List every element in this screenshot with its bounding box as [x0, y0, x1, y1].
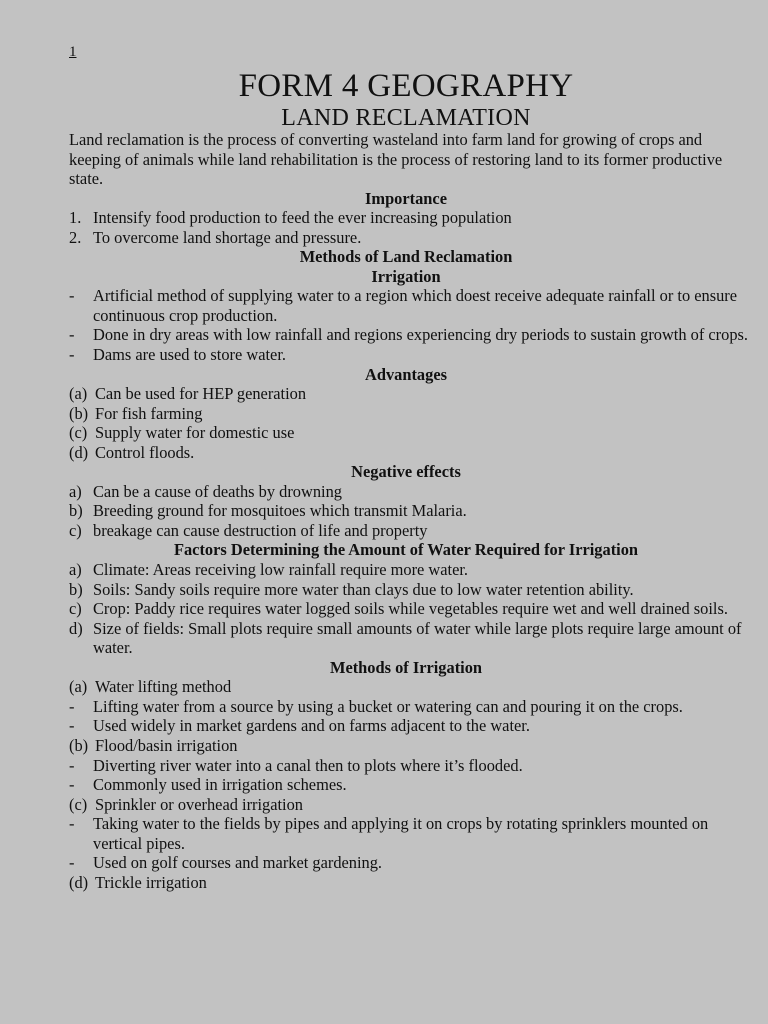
list-item	[69, 286, 749, 325]
list-text: Commonly used in irrigation schemes.	[93, 775, 347, 795]
list-text: Climate: Areas receiving low rainfall require more water.	[93, 560, 469, 580]
list-marker: (c)	[69, 423, 88, 443]
list-text: Control floods.	[95, 442, 195, 462]
list-item	[69, 384, 749, 404]
list-item	[69, 716, 749, 736]
list-marker: (b)	[69, 403, 89, 423]
list-text: Lifting water from a source by using a bucket or watering can and pouring it on the crops.	[93, 696, 683, 716]
list-text: Breeding ground for mosquitoes which transmit Malaria.	[93, 501, 467, 521]
list-text: Can be used for HEP generation	[95, 384, 307, 404]
list-text: For fish farming	[95, 403, 203, 423]
list-item	[69, 208, 749, 228]
list-item	[69, 228, 749, 248]
list-text: Used on golf courses and market gardening.	[93, 853, 383, 873]
list-item	[69, 423, 749, 443]
list-item	[69, 853, 749, 873]
list-text: Size of fields: Small plots require small amounts of water while large plots require large amount of water.	[93, 618, 742, 658]
section-heading-methods-of-land-reclamation: Methods of Land Reclamation	[299, 247, 513, 267]
list-item	[69, 697, 749, 717]
list-marker: (c)	[69, 794, 88, 814]
list-marker: (d)	[69, 872, 89, 892]
list-item	[69, 580, 749, 600]
list-marker: -	[69, 325, 75, 345]
list-item	[69, 560, 749, 580]
list-text: breakage can cause destruction of life and property	[93, 520, 428, 540]
list-item	[69, 443, 749, 463]
list-text: Crop: Paddy rice requires water logged soils while vegetables require wet and well drained soils.	[93, 599, 728, 619]
list-marker: a)	[69, 481, 82, 501]
sub-heading-item	[69, 873, 749, 893]
list-marker: 1.	[69, 208, 82, 228]
list-text: Supply water for domestic use	[95, 423, 295, 443]
list-item	[69, 345, 749, 365]
list-marker: -	[69, 814, 75, 834]
intro-paragraph: Land reclamation is the process of converting wasteland into farm land for growing of crops and keeping of animals while land rehabilitation is the process of restoring land to its former productive state.	[69, 130, 723, 189]
sub-heading-item	[69, 677, 749, 697]
page-number: 1	[69, 44, 77, 60]
list-marker: b)	[69, 501, 83, 521]
list-item	[69, 404, 749, 424]
list-item	[69, 599, 749, 619]
list-marker: c)	[69, 520, 82, 540]
list-text: To overcome land shortage and pressure.	[93, 227, 362, 247]
list-text: Soils: Sandy soils require more water than clays due to low water retention ability.	[93, 579, 634, 599]
list-marker: (b)	[69, 735, 89, 755]
list-text: Intensify food production to feed the ever increasing population	[93, 208, 512, 228]
list-marker: a)	[69, 560, 82, 580]
list-text: Diverting river water into a canal then to plots where it’s flooded.	[93, 755, 523, 775]
list-marker: 2.	[69, 227, 82, 247]
document-body	[69, 130, 749, 892]
list-marker: c)	[69, 599, 82, 619]
sub-heading-item	[69, 736, 749, 756]
section-heading-methods-of-irrigation: Methods of Irrigation	[329, 657, 483, 677]
list-marker: b)	[69, 579, 83, 599]
list-text: Can be a cause of deaths by drowning	[93, 481, 342, 501]
list-text: Taking water to the fields by pipes and applying it on crops by rotating sprinklers mounted on vertical pipes.	[93, 814, 709, 853]
list-marker: -	[69, 286, 75, 306]
list-text: Artificial method of supplying water to a region which doest receive adequate rainfall or to ensure continuous crop production.	[93, 286, 738, 325]
list-marker: -	[69, 755, 75, 775]
section-heading-factors-determining-the-amount-of-water-required-for-irrigation: Factors Determining the Amount of Water Required for Irrigation	[173, 540, 639, 560]
list-marker: -	[69, 775, 75, 795]
list-text: Used widely in market gardens and on farms adjacent to the water.	[93, 716, 530, 736]
list-item	[69, 814, 749, 853]
document-subtitle: LAND RECLAMATION	[281, 105, 531, 131]
list-marker: -	[69, 345, 75, 365]
sub-heading-item	[69, 795, 749, 815]
section-heading-importance: Importance	[365, 188, 447, 208]
list-text: Done in dry areas with low rainfall and regions experiencing dry periods to sustain growth of crops.	[93, 325, 749, 345]
list-marker: -	[69, 696, 75, 716]
list-item	[69, 501, 749, 521]
section-heading-negative-effects: Negative effects	[351, 462, 461, 482]
list-item	[69, 619, 749, 658]
list-item	[69, 775, 749, 795]
list-marker: (d)	[69, 442, 89, 462]
section-heading-advantages: Advantages	[365, 364, 447, 384]
list-marker: -	[69, 853, 75, 873]
section-heading-irrigation: Irrigation	[371, 266, 441, 286]
document-title: FORM 4 GEOGRAPHY	[238, 68, 574, 104]
list-text: Dams are used to store water.	[93, 345, 286, 365]
list-marker: (a)	[69, 384, 88, 404]
list-item	[69, 756, 749, 776]
list-item	[69, 325, 749, 345]
list-item	[69, 521, 749, 541]
list-text: Water lifting method	[95, 677, 232, 697]
list-text: Sprinkler or overhead irrigation	[95, 794, 304, 814]
list-item	[69, 482, 749, 502]
list-marker: -	[69, 716, 75, 736]
list-text: Flood/basin irrigation	[95, 735, 238, 755]
list-text: Trickle irrigation	[95, 872, 207, 892]
list-marker: d)	[69, 618, 83, 638]
list-marker: (a)	[69, 677, 88, 697]
